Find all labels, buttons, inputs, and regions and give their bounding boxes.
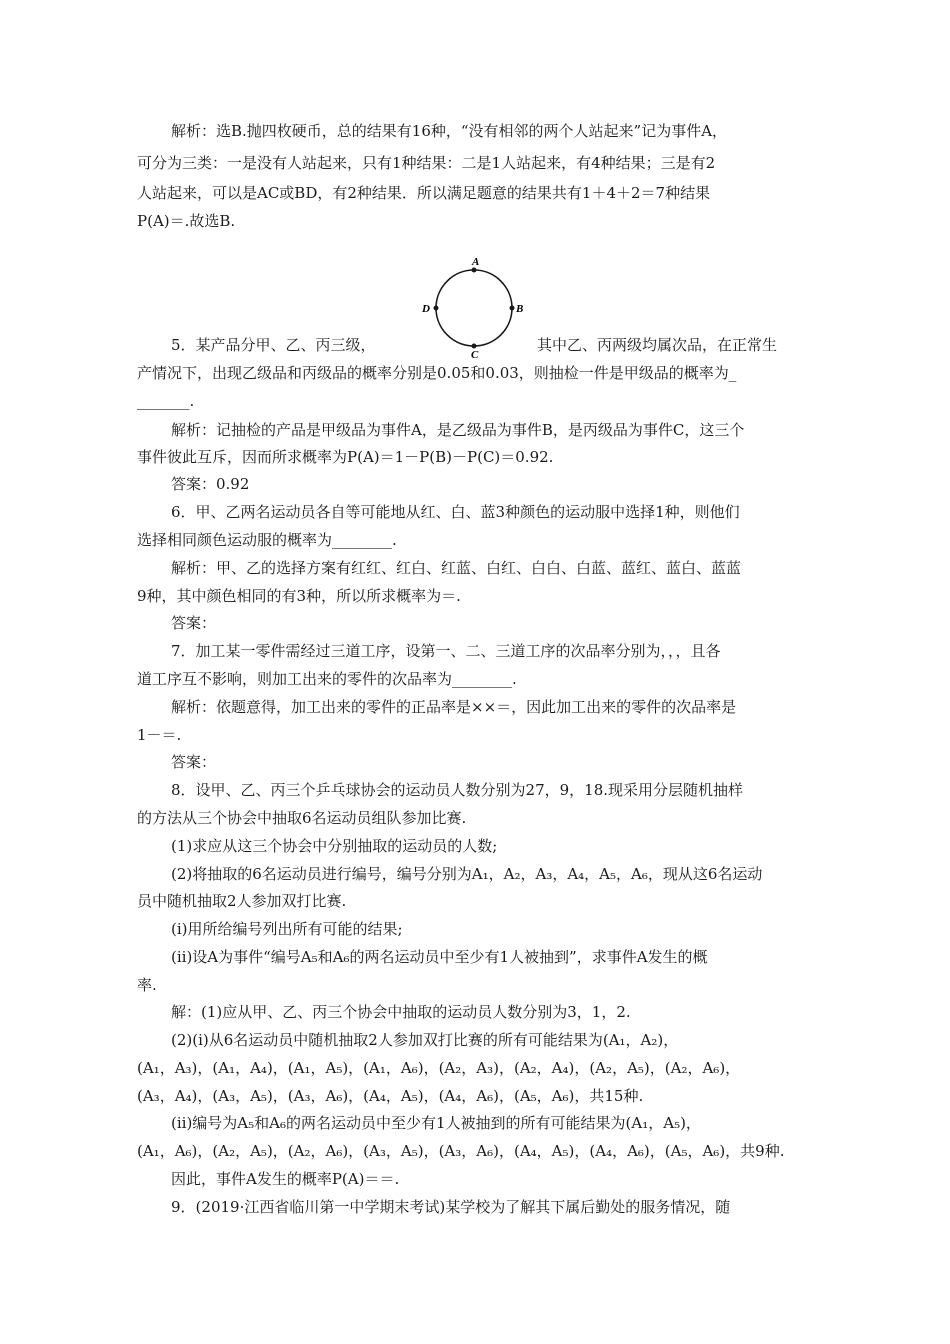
text-line: 答案： <box>171 753 217 771</box>
point-d <box>434 306 439 311</box>
text-line: 道工序互不影响，则加工出来的零件的次品率为________. <box>137 670 517 688</box>
label-d: D <box>422 303 430 315</box>
text-line: 解：(1)应从甲、乙、丙三个协会中抽取的运动员人数分别为3，1，2. <box>171 1003 631 1021</box>
circle-outline <box>436 270 512 346</box>
label-a: A <box>472 256 480 268</box>
point-c <box>472 344 477 349</box>
text-line: 解析：选B.抛四枚硬币，总的结果有16种，“没有相邻的两个人站起来”记为事件A， <box>171 122 728 140</box>
text-line: 7．加工某一零件需经过三道工序，设第一、二、三道工序的次品率分别为，，，且各 <box>171 642 721 660</box>
text-line: _______. <box>137 392 195 410</box>
text-line: (ⅱ)编号为A₅和A₆的两名运动员中至少有1人被抽到的所有可能结果为(A₁，A₅)， <box>171 1114 701 1132</box>
text-line: 因此，事件A发生的概率P(A)＝＝. <box>171 1170 400 1188</box>
text-line: 8．设甲、乙、丙三个乒乓球协会的运动员人数分别为27，9，18.现采用分层随机抽样 <box>171 781 744 799</box>
text-line: (A₃，A₄)，(A₃，A₅)，(A₃，A₆)，(A₄，A₅)，(A₄，A₆)，(A₅，A₆)，共15种. <box>137 1087 644 1105</box>
text-line: (ⅱ)设A为事件“编号A₅和A₆的两名运动员中至少有1人被抽到”，求事件A发生的概 <box>171 948 708 966</box>
text-line: (A₁，A₃)，(A₁，A₄)，(A₁，A₅)，(A₁，A₆)，(A₂，A₃)，(A₂，A₄)，(A₂，A₅)，(A₂，A₆)， <box>137 1059 741 1077</box>
text-line: (A₁，A₆)，(A₂，A₅)，(A₂，A₆)，(A₃，A₅)，(A₃，A₆)，(A₄，A₅)，(A₄，A₆)，(A₅，A₆)，共9种. <box>137 1142 785 1160</box>
text-line: 9．(2019·江西省临川第一中学期末考试)某学校为了解其下属后勤处的服务情况，随 <box>171 1198 731 1216</box>
text-line: 9种，其中颜色相同的有3种，所以所求概率为＝. <box>137 587 461 605</box>
text-line: 产情况下，出现乙级品和丙级品的概率分别是0.05和0.03，则抽检一件是甲级品的概率为_ <box>137 364 737 382</box>
point-a <box>472 268 477 273</box>
text-line: (2)将抽取的6名运动员进行编号，编号分别为A₁，A₂，A₃，A₄，A₅，A₆，现从这6名运动 <box>171 865 763 883</box>
text-line: 答案：0.92 <box>171 475 250 493</box>
text-line: 1－＝. <box>137 726 182 744</box>
text-line: 选择相同颜色运动服的概率为________. <box>137 531 397 549</box>
text-line: 答案： <box>171 614 217 632</box>
label-b: B <box>516 303 524 315</box>
text-line: 员中随机抽取2人参加双打比赛. <box>137 892 347 910</box>
text-line: 的方法从三个协会中抽取6名运动员组队参加比赛. <box>137 809 467 827</box>
text-line: 解析：依题意得，加工出来的零件的正品率是××＝，因此加工出来的零件的次品率是 <box>171 698 737 716</box>
label-c: C <box>471 349 479 361</box>
text-line: 可分为三类：一是没有人站起来，只有1种结果：二是1人站起来，有4种结果；三是有2 <box>137 154 716 172</box>
text-line: 5．某产品分甲、乙、丙三级， <box>171 336 376 354</box>
text-line: (2)(ⅰ)从6名运动员中随机抽取2人参加双打比赛的所有可能结果为(A₁，A₂)， <box>171 1031 679 1049</box>
text-line: (ⅰ)用所给编号列出所有可能的结果; <box>171 920 403 938</box>
text-line: P(A)＝.故选B. <box>137 212 236 230</box>
text-line: 解析：甲、乙的选择方案有红红、红白、红蓝、白红、白白、白蓝、蓝红、蓝白、蓝蓝 <box>171 559 742 577</box>
text-line: (1)求应从这三个协会中分别抽取的运动员的人数; <box>171 837 498 855</box>
point-b <box>510 306 515 311</box>
text-line: 解析：记抽检的产品是甲级品为事件A，是乙级品为事件B，是丙级品为事件C，这三个 <box>171 421 745 439</box>
text-line: 率. <box>137 976 157 994</box>
text-line: 事件彼此互斥，因而所求概率为P(A)＝1－P(B)－P(C)＝0.92. <box>137 448 554 466</box>
text-line: 6．甲、乙两名运动员各自等可能地从红、白、蓝3种颜色的运动服中选择1种，则他们 <box>171 503 740 521</box>
text-line: 人站起来，可以是AC或BD，有2种结果．所以满足题意的结果共有1＋4＋2＝7种结果 <box>137 184 711 202</box>
circle-figure <box>420 252 530 364</box>
text-line: 其中乙、丙两级均属次品，在正常生 <box>537 336 778 354</box>
